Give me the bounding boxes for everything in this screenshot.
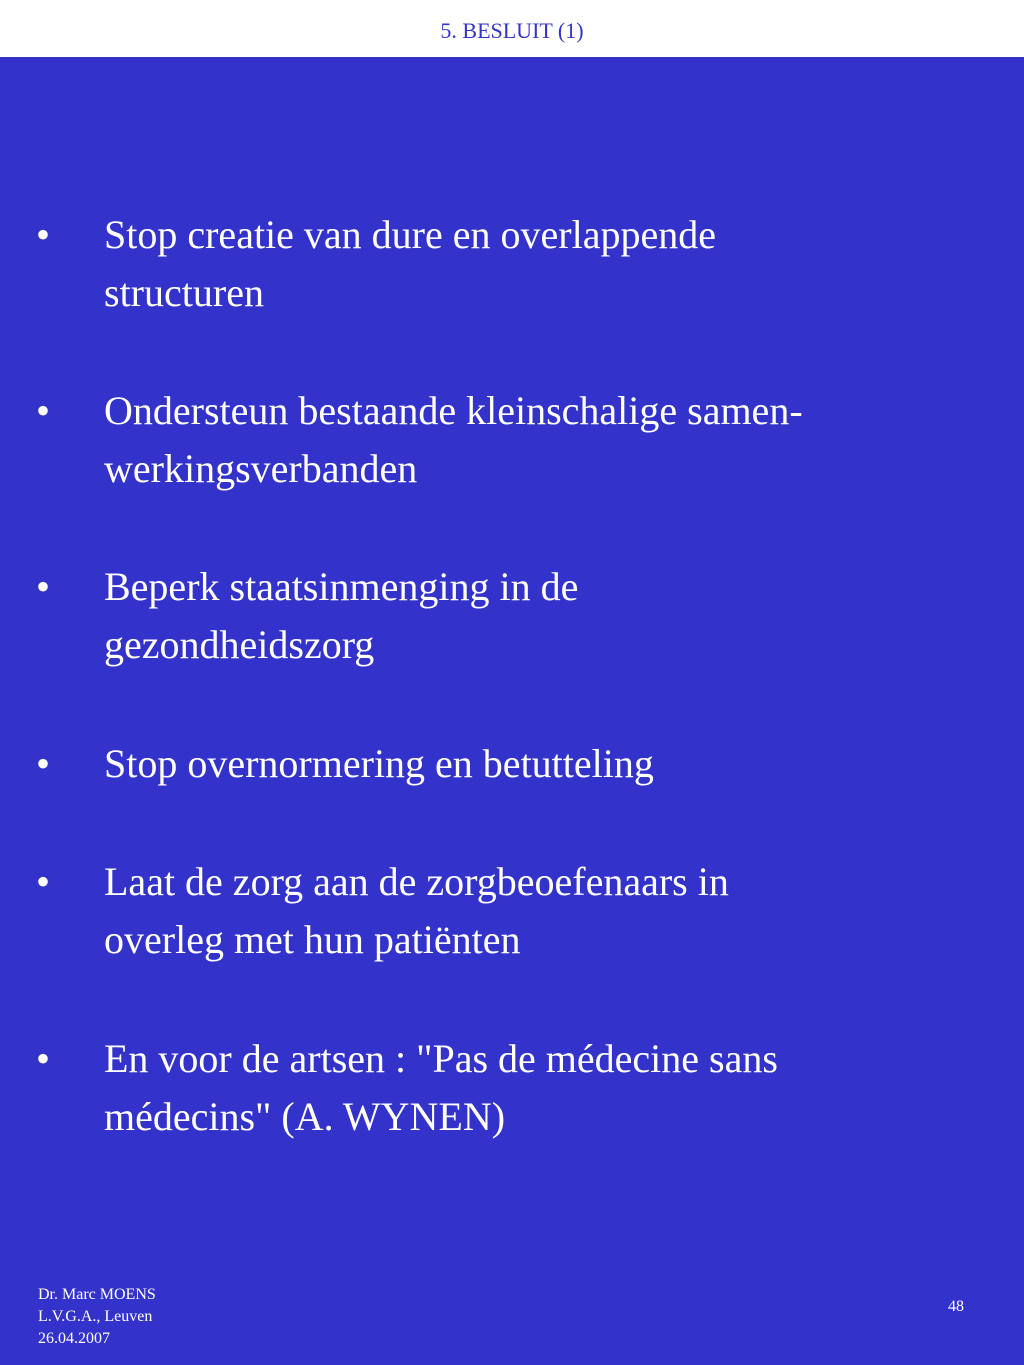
bullet-text: Ondersteun bestaande kleinschalige samen- werkingsverbanden bbox=[104, 388, 803, 491]
footer-author: Dr. Marc MOENS L.V.G.A., Leuven 26.04.2007 bbox=[38, 1286, 156, 1347]
slide-title: 5. BESLUIT (1) bbox=[440, 18, 584, 43]
bullet-icon: • bbox=[36, 564, 51, 609]
bullet-icon: • bbox=[36, 388, 51, 433]
bullet-icon: • bbox=[36, 1036, 51, 1081]
bullet-icon: • bbox=[36, 741, 51, 786]
page-number: 48 bbox=[948, 1298, 964, 1315]
bullet-text: Stop creatie van dure en overlappende structuren bbox=[104, 212, 716, 315]
bullet-text: Laat de zorg aan de zorgbeoefenaars in overleg met hun patiënten bbox=[104, 859, 729, 962]
bullet-icon: • bbox=[36, 212, 51, 257]
bullet-text: Stop overnormering en betutteling bbox=[104, 741, 654, 786]
bullet-icon: • bbox=[36, 859, 51, 904]
bullet-text: En voor de artsen : "Pas de médecine sans médecins" (A. WYNEN) bbox=[104, 1036, 778, 1139]
bullet-text: Beperk staatsinmenging in de gezondheidszorg bbox=[104, 564, 579, 667]
